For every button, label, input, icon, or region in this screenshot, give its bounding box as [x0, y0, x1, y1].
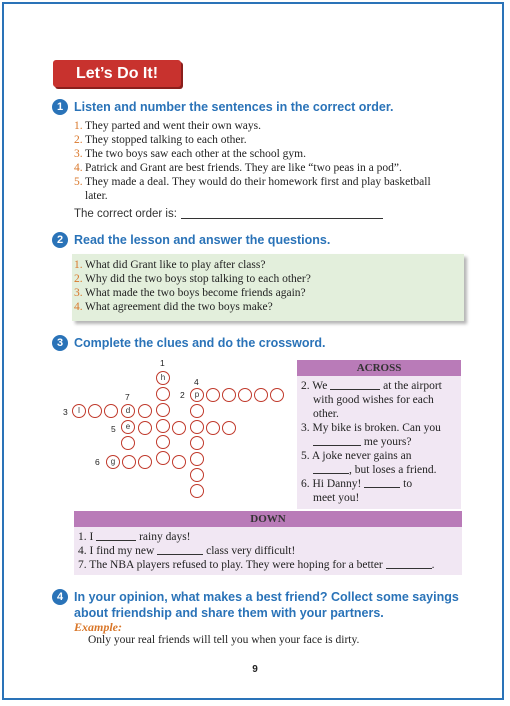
crossword-cell[interactable]: [206, 421, 220, 435]
crossword-cell[interactable]: e: [121, 420, 135, 434]
question-item: 2. Why did the two boys stop talking to each other?: [74, 273, 311, 285]
section-4-heading: [52, 589, 459, 621]
down-clue-4: 4. I find my new class very difficult!: [78, 545, 296, 557]
answer-blank[interactable]: [157, 544, 203, 555]
section-2-list: [74, 258, 311, 314]
crossword-cell[interactable]: [190, 452, 204, 466]
across-clues-box: [297, 360, 461, 509]
crossword-cell[interactable]: [222, 421, 236, 435]
crossword-cell[interactable]: [190, 468, 204, 482]
crossword-cell[interactable]: [88, 404, 102, 418]
crossword-cell[interactable]: [138, 421, 152, 435]
section-3-heading: [52, 335, 325, 351]
clue-number: 4: [194, 377, 199, 387]
down-heading: DOWN: [74, 511, 462, 527]
crossword-cell[interactable]: [206, 388, 220, 402]
answer-blank[interactable]: [313, 435, 361, 446]
crossword-cell[interactable]: [156, 403, 170, 417]
down-clues-box: [74, 511, 462, 575]
crossword-cell[interactable]: [222, 388, 236, 402]
clue-number: 3: [63, 407, 68, 417]
answer-blank[interactable]: [330, 379, 380, 390]
clue-number: 7: [125, 392, 130, 402]
section-4-number: 4: [52, 589, 68, 605]
answer-blank[interactable]: [96, 530, 136, 541]
clue-number: 1: [160, 358, 165, 368]
crossword-cell[interactable]: [172, 455, 186, 469]
section-1-list: [74, 119, 431, 203]
crossword-cell[interactable]: [156, 435, 170, 449]
crossword-cell[interactable]: [190, 404, 204, 418]
across-clue-3: 3. My bike is broken. Can you me yours?: [301, 422, 441, 448]
answer-blank[interactable]: [386, 558, 432, 569]
clue-number: 5: [111, 424, 116, 434]
down-clue-1: 1. I rainy days!: [78, 531, 191, 543]
section-2-number: 2: [52, 232, 68, 248]
across-clue-2: 2. We at the airport with good wishes for each other.: [301, 380, 442, 420]
across-clue-6: 6. Hi Danny! to meet you!: [301, 478, 413, 504]
clue-number: 2: [180, 390, 185, 400]
section-1-title: Listen and number the sentences in the correct order.: [74, 100, 394, 114]
across-heading: ACROSS: [297, 360, 461, 376]
section-2-heading: [52, 232, 330, 248]
page-number: 9: [252, 664, 258, 675]
question-item: 1. What did Grant like to play after class?: [74, 259, 266, 271]
section-3-number: 3: [52, 335, 68, 351]
correct-order-label: The correct order is:: [74, 208, 177, 220]
crossword-cell[interactable]: l: [72, 404, 86, 418]
question-item: 4. What agreement did the two boys make?: [74, 301, 273, 313]
answer-blank[interactable]: [364, 477, 400, 488]
section-1-number: 1: [52, 99, 68, 115]
list-item-continuation: later.: [85, 190, 108, 202]
crossword-cell[interactable]: h: [156, 371, 170, 385]
crossword-cell[interactable]: d: [121, 404, 135, 418]
crossword-cell[interactable]: [138, 404, 152, 418]
crossword-cell[interactable]: [121, 436, 135, 450]
list-item: 5. They made a deal. They would do their homework first and play basketball: [74, 176, 431, 188]
section-4-title: In your opinion, what makes a best friend? Collect some sayings about friendship and share them with your partners.: [74, 590, 459, 620]
list-item: 4. Patrick and Grant are best friends. They are like “two peas in a pod”.: [74, 162, 402, 174]
question-item: 3. What made the two boys become friends again?: [74, 287, 306, 299]
crossword-cell[interactable]: [270, 388, 284, 402]
crossword-cell[interactable]: [238, 388, 252, 402]
clue-number: 6: [95, 457, 100, 467]
crossword-cell[interactable]: [190, 436, 204, 450]
crossword-cell[interactable]: p: [190, 388, 204, 402]
crossword-cell[interactable]: g: [106, 455, 120, 469]
lets-do-it-banner: Let’s Do It!: [53, 60, 181, 87]
crossword-cell[interactable]: [254, 388, 268, 402]
crossword-cell[interactable]: [122, 455, 136, 469]
list-item: 3. The two boys saw each other at the school gym.: [74, 148, 306, 160]
crossword-cell[interactable]: [172, 421, 186, 435]
crossword-cell[interactable]: [156, 419, 170, 433]
list-item: 2. They stopped talking to each other.: [74, 134, 247, 146]
crossword-cell[interactable]: [190, 420, 204, 434]
crossword-cell[interactable]: [156, 451, 170, 465]
example-text: Only your real friends will tell you when your face is dirty.: [88, 634, 360, 646]
section-2-title: Read the lesson and answer the questions.: [74, 233, 331, 247]
correct-order-blank[interactable]: [181, 218, 383, 219]
crossword-cell[interactable]: [156, 387, 170, 401]
list-item: 1. They parted and went their own ways.: [74, 120, 261, 132]
answer-blank[interactable]: [313, 463, 349, 474]
crossword-cell[interactable]: [104, 404, 118, 418]
crossword-cell[interactable]: [190, 484, 204, 498]
crossword-cell[interactable]: [138, 455, 152, 469]
across-clue-5: 5. A joke never gains an , but loses a friend.: [301, 450, 437, 476]
section-3-title: Complete the clues and do the crossword.: [74, 336, 326, 350]
example-label: Example:: [74, 620, 122, 634]
correct-order-line: [74, 208, 383, 220]
down-clue-7: 7. The NBA players refused to play. They were hoping for a better .: [78, 559, 435, 571]
section-1-heading: [52, 99, 394, 115]
